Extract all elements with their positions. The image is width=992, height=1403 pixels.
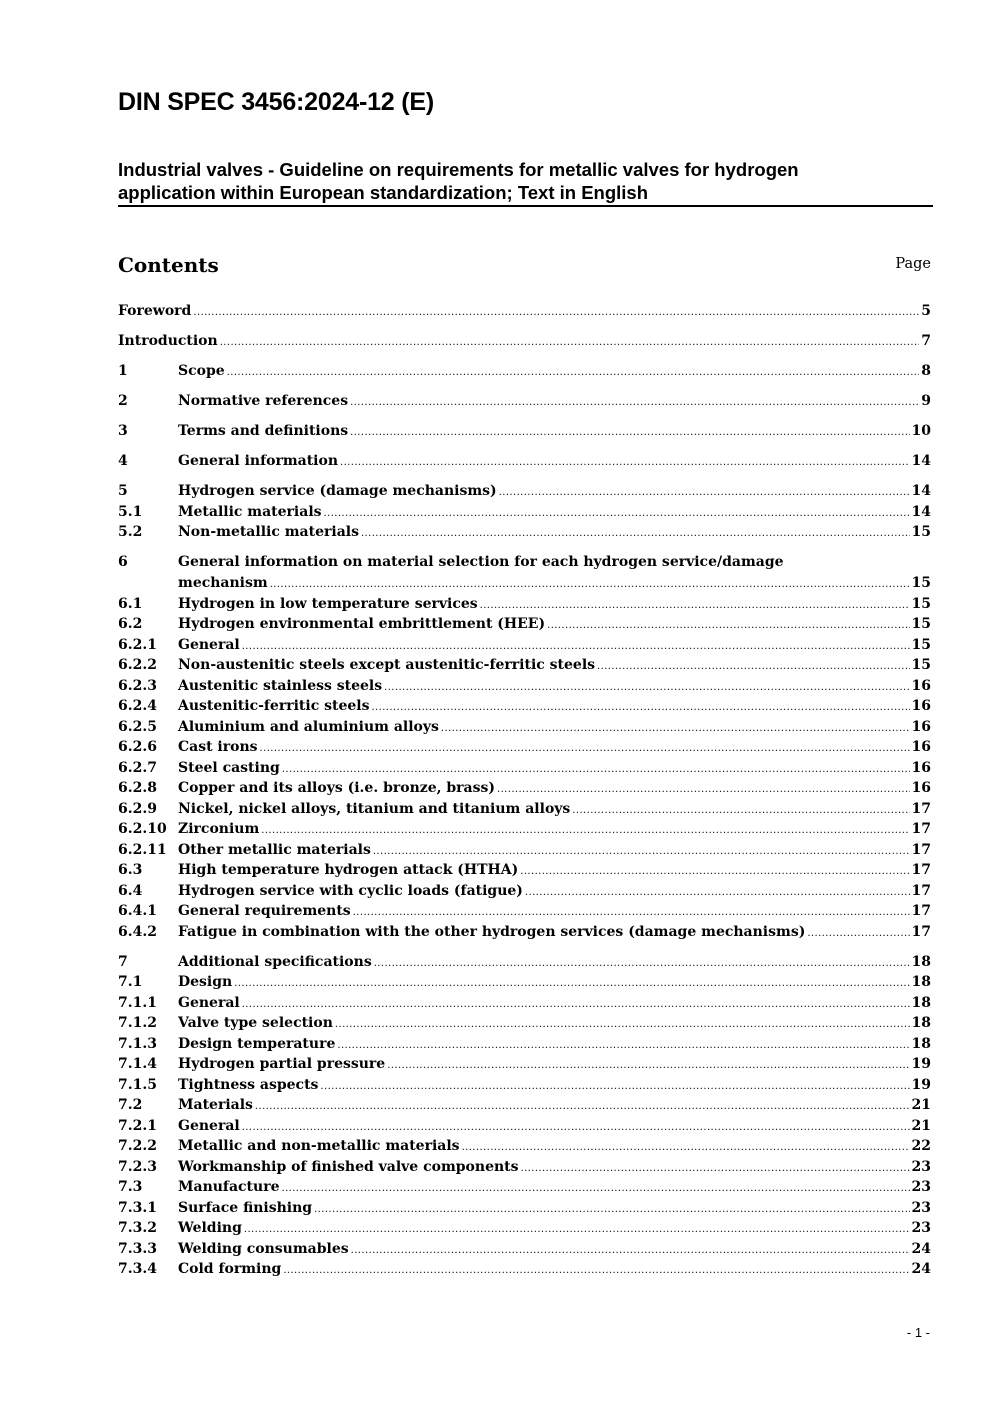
- toc-entry-page: 14: [911, 503, 931, 520]
- toc-entry-number: 6.4: [118, 882, 143, 899]
- toc-entry-page: 16: [911, 718, 931, 735]
- toc-entry-page: 23: [911, 1158, 931, 1175]
- toc-group-5: [118, 481, 931, 543]
- toc-group-4: [118, 451, 931, 472]
- toc-entry-number: 5.1: [118, 503, 143, 520]
- toc-entry[interactable]: [118, 655, 931, 676]
- toc-entry[interactable]: [118, 421, 931, 442]
- toc-leader-dots: [281, 1177, 909, 1200]
- toc-leader-dots: [260, 737, 910, 760]
- toc-leader-dots: [337, 1034, 909, 1057]
- toc-entry-page: 15: [911, 616, 931, 632]
- toc-leader-dots: [373, 840, 910, 863]
- toc-entry[interactable]: [118, 696, 931, 717]
- toc-entry[interactable]: [118, 778, 931, 799]
- toc-entry-title: Cast irons: [178, 739, 258, 755]
- toc-entry-title: Other metallic materials: [178, 841, 371, 858]
- toc-entry-number: 7.1.3: [118, 1035, 157, 1052]
- toc-entry-number: 6.2.11: [118, 841, 167, 858]
- toc-entry-number: 7.2.2: [118, 1138, 157, 1154]
- toc-entry-title: Welding: [178, 1220, 242, 1236]
- toc-leader-dots: [597, 655, 909, 678]
- toc-entry-page: 15: [911, 657, 931, 673]
- toc-group-2: [118, 391, 931, 412]
- toc-entry[interactable]: [118, 1116, 931, 1137]
- toc-entry-title: Design: [178, 974, 233, 990]
- toc-entry-title: Foreword: [118, 303, 192, 319]
- toc-entry-title: Welding consumables: [178, 1240, 349, 1257]
- toc-entry-title: Copper and its alloys (i.e. bronze, brass): [178, 780, 495, 796]
- toc-group-6-entries: [118, 594, 931, 943]
- toc-leader-dots: [572, 799, 909, 822]
- toc-entry-page: 23: [911, 1199, 931, 1216]
- toc-entry-number: 7.2.3: [118, 1158, 157, 1175]
- toc-entry-page: 21: [911, 1117, 931, 1134]
- toc-entry-page: 15: [911, 636, 931, 653]
- toc-entry[interactable]: [118, 840, 931, 861]
- toc-entry[interactable]: [118, 1095, 931, 1116]
- toc-entry-number: 7.3: [118, 1179, 143, 1195]
- toc-leader-dots: [441, 717, 910, 740]
- toc-entry-title: Zirconium: [178, 821, 260, 837]
- toc-leader-dots: [227, 361, 920, 384]
- toc-entry[interactable]: [118, 522, 931, 543]
- toc-entry[interactable]: [118, 860, 931, 881]
- toc-entry-title: Manufacture: [178, 1179, 280, 1195]
- toc-entry[interactable]: [118, 972, 931, 993]
- contents-heading: Contents: [118, 253, 219, 277]
- toc-group-introduction: [118, 331, 931, 352]
- toc-entry-page: 18: [911, 974, 931, 990]
- toc-leader-dots: [525, 881, 910, 904]
- toc-entry-title: Workmanship of finished valve components: [178, 1158, 519, 1175]
- toc-entry-page: 18: [911, 1035, 931, 1052]
- toc-entry[interactable]: [118, 952, 931, 973]
- toc-entry-page: 16: [911, 677, 931, 694]
- toc-entry-page: 15: [911, 595, 931, 612]
- toc-entry-page: 19: [911, 1076, 931, 1093]
- toc-entry-page: 17: [911, 862, 931, 878]
- toc-group-3: [118, 421, 931, 442]
- toc-entry-page: 21: [911, 1097, 931, 1113]
- toc-leader-dots: [387, 1054, 909, 1077]
- toc-entry-page: 24: [911, 1261, 931, 1277]
- toc-entry-title: General: [178, 636, 240, 653]
- toc-entry-page: 23: [911, 1220, 931, 1236]
- toc-entry[interactable]: [118, 361, 931, 382]
- toc-entry-number: 7.1.1: [118, 994, 157, 1011]
- toc-entry[interactable]: [118, 1075, 931, 1096]
- toc-leader-dots: [807, 922, 909, 945]
- toc-entry-page: 9: [921, 393, 931, 409]
- toc-leader-dots: [462, 1136, 910, 1159]
- toc-entry-introduction[interactable]: [118, 331, 931, 352]
- toc-entry-page: 16: [911, 759, 931, 776]
- toc-leader-dots: [350, 421, 909, 444]
- toc-leader-dots: [314, 1198, 909, 1221]
- toc-entry[interactable]: [118, 1136, 931, 1157]
- toc-entry-title: Hydrogen partial pressure: [178, 1056, 386, 1072]
- toc-entry-page: 16: [911, 780, 931, 796]
- toc-entry[interactable]: [118, 1218, 931, 1239]
- toc-entry-6[interactable]: [118, 552, 931, 594]
- table-of-contents: [118, 301, 931, 1289]
- toc-entry[interactable]: [118, 717, 931, 738]
- toc-entry-title: Normative references: [178, 393, 349, 409]
- toc-leader-dots: [497, 778, 910, 801]
- toc-entry[interactable]: [118, 1239, 931, 1260]
- toc-entry-number: 6.2.6: [118, 739, 157, 755]
- toc-entry-page: 15: [911, 524, 931, 540]
- toc-entry-number: 6.2.8: [118, 780, 157, 796]
- toc-entry[interactable]: [118, 1157, 931, 1178]
- toc-leader-dots: [340, 451, 910, 474]
- toc-entry-number: 1: [118, 363, 128, 379]
- toc-leader-dots: [282, 758, 910, 781]
- document-subtitle: [118, 158, 933, 207]
- toc-entry-number: 6.2.10: [118, 821, 167, 837]
- toc-entry-page: 22: [911, 1138, 931, 1154]
- toc-leader-dots: [480, 594, 910, 617]
- footer-page-number: - 1 -: [906, 1325, 930, 1340]
- toc-entry-number: 6.2.5: [118, 718, 157, 735]
- toc-entry-number: 6.1: [118, 595, 143, 612]
- toc-entry-title: Valve type selection: [178, 1015, 333, 1031]
- toc-entry-page: 17: [911, 903, 931, 919]
- toc-entry-title: Design temperature: [178, 1035, 336, 1052]
- toc-entry-number: 5: [118, 483, 128, 499]
- toc-entry[interactable]: [118, 799, 931, 820]
- toc-entry-page: 18: [911, 953, 931, 970]
- toc-entry-page: 23: [911, 1179, 931, 1195]
- toc-entry-number: 7.2: [118, 1097, 143, 1113]
- toc-entry-title: Surface finishing: [178, 1199, 313, 1216]
- toc-leader-dots: [371, 696, 909, 719]
- toc-leader-dots: [234, 972, 909, 995]
- toc-entry-title: Austenitic stainless steels: [178, 677, 383, 694]
- toc-leader-dots: [335, 1013, 910, 1036]
- toc-entry-title-line-2: mechanism: [178, 575, 268, 591]
- toc-entry-page: 16: [911, 698, 931, 714]
- toc-group-6: [118, 552, 931, 942]
- toc-entry-page: 19: [911, 1056, 931, 1072]
- toc-leader-dots: [353, 901, 910, 924]
- toc-entry[interactable]: [118, 1034, 931, 1055]
- toc-entry-page: 17: [911, 923, 931, 940]
- toc-entry-page: 18: [911, 1015, 931, 1031]
- toc-leader-dots: [384, 676, 909, 699]
- toc-entry[interactable]: [118, 1177, 931, 1198]
- toc-entry-title: Austenitic-ferritic steels: [178, 698, 370, 714]
- toc-entry-title: Metallic materials: [178, 503, 322, 520]
- toc-leader-dots: [244, 1218, 910, 1241]
- toc-entry-title: Metallic and non-metallic materials: [178, 1138, 460, 1154]
- toc-entry-title: Cold forming: [178, 1261, 282, 1277]
- toc-leader-dots: [351, 1239, 910, 1262]
- toc-entry-number: 5.2: [118, 524, 143, 540]
- toc-entry-title: Hydrogen in low temperature services: [178, 595, 478, 612]
- toc-entry-title: Hydrogen service (damage mechanisms): [178, 483, 497, 499]
- toc-leader-dots: [324, 502, 910, 525]
- toc-entry-page: 17: [911, 841, 931, 858]
- toc-entry-title: General information: [178, 453, 339, 469]
- toc-entry-page: 14: [911, 483, 931, 499]
- toc-entry-number: 6.2.7: [118, 759, 157, 776]
- toc-entry-title: High temperature hydrogen attack (HTHA): [178, 862, 519, 878]
- toc-entry-number: 6: [118, 554, 128, 570]
- toc-entry-title: Non-austenitic steels except austenitic-ferritic steels: [178, 657, 596, 673]
- toc-entry-title: Hydrogen service with cyclic loads (fatigue): [178, 882, 523, 899]
- toc-entry-number: 7.3.2: [118, 1220, 157, 1236]
- toc-group-foreword: [118, 301, 931, 322]
- toc-entry-number: 7.3.4: [118, 1261, 157, 1277]
- toc-entry[interactable]: [118, 922, 931, 943]
- toc-entry-page: 5: [921, 303, 931, 319]
- toc-leader-dots: [320, 1075, 909, 1098]
- toc-entry-title: Nickel, nickel alloys, titanium and titanium alloys: [178, 800, 571, 817]
- toc-entry-title: Fatigue in combination with the other hydrogen services (damage mechanisms): [178, 923, 806, 940]
- toc-entry[interactable]: [118, 391, 931, 412]
- toc-leader-dots: [242, 635, 910, 658]
- toc-entry-page: 7: [921, 333, 931, 349]
- toc-leader-dots: [220, 331, 920, 354]
- toc-entry-page: 15: [911, 575, 931, 591]
- toc-leader-dots: [350, 391, 919, 414]
- toc-entry-page: 16: [911, 739, 931, 755]
- toc-entry[interactable]: [118, 502, 931, 523]
- toc-entry-page: 24: [911, 1240, 931, 1257]
- toc-entry-number: 6.4.2: [118, 923, 157, 940]
- toc-entry-number: 7.1.4: [118, 1056, 157, 1072]
- toc-entry[interactable]: [118, 901, 931, 922]
- toc-entry-number: 6.2.4: [118, 698, 157, 714]
- toc-entry-title: Aluminium and aluminium alloys: [178, 718, 439, 735]
- toc-entry-number: 7.1.5: [118, 1076, 157, 1093]
- subtitle-line-1: Industrial valves - Guideline on requirements for metallic valves for hydrogen: [118, 159, 799, 180]
- toc-leader-dots: [193, 301, 919, 324]
- toc-entry-number: 6.2.9: [118, 800, 157, 817]
- toc-leader-dots: [547, 614, 909, 637]
- toc-entry[interactable]: [118, 1259, 931, 1280]
- toc-entry[interactable]: [118, 993, 931, 1014]
- toc-entry-page: 18: [911, 994, 931, 1011]
- toc-leader-dots: [520, 860, 909, 883]
- toc-entry-number: 7: [118, 953, 128, 970]
- toc-entry-title-line-1: General information on material selection for each hydrogen service/damage: [178, 554, 784, 570]
- toc-entry[interactable]: [118, 737, 931, 758]
- toc-leader-dots: [242, 993, 910, 1016]
- toc-entry-number: 6.2.3: [118, 677, 157, 694]
- toc-entry-number: 2: [118, 393, 128, 409]
- toc-entry[interactable]: [118, 451, 931, 472]
- toc-group-7: [118, 952, 931, 1280]
- toc-entry-title: General: [178, 994, 240, 1011]
- toc-entry[interactable]: [118, 1198, 931, 1219]
- toc-entry[interactable]: [118, 1054, 931, 1075]
- toc-entry-number: 7.1: [118, 974, 143, 990]
- toc-entry[interactable]: [118, 1013, 931, 1034]
- toc-entry[interactable]: [118, 676, 931, 697]
- toc-entry[interactable]: [118, 819, 931, 840]
- toc-entry-number: 7.3.3: [118, 1240, 157, 1257]
- toc-entry-number: 7.2.1: [118, 1117, 157, 1134]
- toc-leader-dots: [361, 522, 910, 545]
- toc-leader-dots: [270, 573, 910, 596]
- toc-entry-number: 6.3: [118, 862, 143, 878]
- document-title: DIN SPEC 3456:2024-12 (E): [118, 88, 434, 116]
- toc-entry-page: 14: [911, 453, 931, 469]
- toc-leader-dots: [283, 1259, 909, 1282]
- toc-entry-number: 7.1.2: [118, 1015, 157, 1031]
- toc-entry-page: 10: [911, 423, 931, 439]
- toc-entry-number: 3: [118, 423, 128, 439]
- toc-entry-number: 6.4.1: [118, 903, 157, 919]
- toc-entry-page: 17: [911, 882, 931, 899]
- subtitle-line-2: application within European standardization; Text in English: [118, 182, 649, 203]
- toc-entry-number: 6.2.2: [118, 657, 157, 673]
- toc-entry-title: Tightness aspects: [178, 1076, 319, 1093]
- toc-entry[interactable]: [118, 758, 931, 779]
- toc-leader-dots: [261, 819, 909, 842]
- toc-entry[interactable]: [118, 481, 931, 502]
- toc-leader-dots: [499, 481, 910, 504]
- toc-entry[interactable]: [118, 635, 931, 656]
- toc-entry-title: General: [178, 1117, 240, 1134]
- toc-entry[interactable]: [118, 594, 931, 615]
- toc-entry-number: 4: [118, 453, 128, 469]
- toc-group-1: [118, 361, 931, 382]
- page-column-label: Page: [895, 256, 931, 272]
- toc-entry-title: Additional specifications: [178, 953, 372, 970]
- toc-entry-title: Steel casting: [178, 759, 280, 776]
- toc-leader-dots: [374, 952, 910, 975]
- toc-leader-dots: [255, 1095, 910, 1118]
- toc-entry-title: Materials: [178, 1097, 253, 1113]
- toc-entry-title: Hydrogen environmental embrittlement (HEE): [178, 616, 546, 632]
- toc-entry-page: 17: [911, 821, 931, 837]
- toc-entry-page: 17: [911, 800, 931, 817]
- toc-entry-title: Terms and definitions: [178, 423, 349, 439]
- toc-entry[interactable]: [118, 881, 931, 902]
- toc-entry-number: 7.3.1: [118, 1199, 157, 1216]
- toc-entry-title: Introduction: [118, 333, 218, 349]
- toc-entry-foreword[interactable]: [118, 301, 931, 322]
- toc-entry[interactable]: [118, 614, 931, 635]
- toc-entry-number: 6.2: [118, 616, 143, 632]
- toc-entry-page: 8: [921, 363, 931, 379]
- toc-entry-title: Scope: [178, 363, 225, 379]
- toc-leader-dots: [521, 1157, 910, 1180]
- toc-entry-number: 6.2.1: [118, 636, 157, 653]
- toc-entry-title: Non-metallic materials: [178, 524, 359, 540]
- toc-entry-title: General requirements: [178, 903, 351, 919]
- toc-leader-dots: [242, 1116, 910, 1139]
